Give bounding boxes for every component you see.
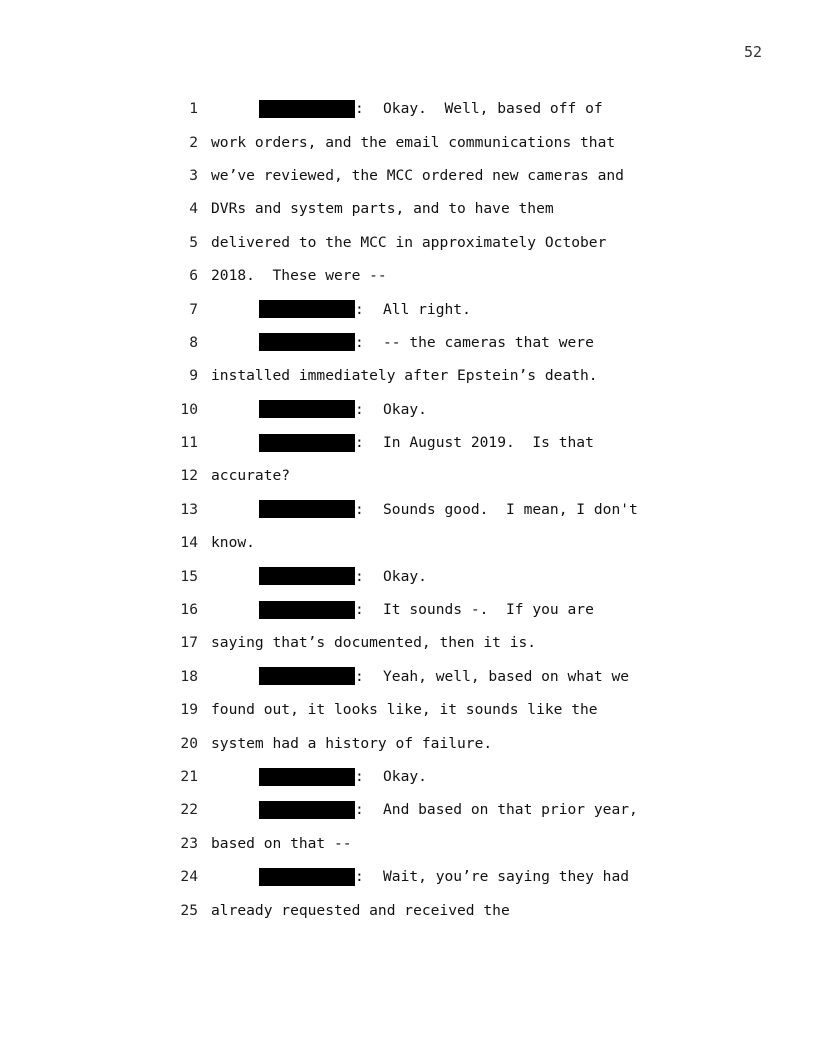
line-number: 12: [180, 467, 198, 485]
line-text: And based on that prior year,: [383, 801, 638, 819]
transcript-line: [150, 226, 710, 259]
line-content: [211, 167, 624, 184]
line-text: installed immediately after Epstein’s death.: [211, 367, 598, 385]
line-number: 20: [180, 734, 198, 752]
transcript-line: [150, 827, 710, 860]
line-content: [259, 801, 638, 819]
speaker-colon: :: [355, 801, 364, 819]
transcript-line: [150, 326, 710, 359]
speaker-colon: :: [355, 333, 364, 351]
line-text: Okay.: [383, 400, 427, 418]
line-text: work orders, and the email communications that: [211, 133, 616, 151]
line-number: 16: [180, 601, 198, 619]
speaker-redaction: [259, 500, 355, 518]
transcript-line: [150, 292, 710, 325]
speaker-redaction: [259, 768, 355, 786]
line-number: 23: [180, 834, 198, 852]
line-text: All right.: [383, 300, 471, 318]
line-text: already requested and received the: [211, 901, 510, 919]
line-text: In August 2019. Is that: [383, 434, 594, 452]
line-content: [259, 868, 629, 886]
transcript-line: [150, 860, 710, 893]
line-number: 17: [180, 634, 198, 652]
line-number: 11: [180, 434, 198, 452]
line-number: 13: [180, 500, 198, 518]
speaker-colon: :: [355, 434, 364, 452]
line-content: [211, 467, 290, 484]
line-content: [259, 400, 427, 418]
line-number: 4: [189, 200, 198, 218]
line-text: based on that --: [211, 834, 352, 852]
line-number: 22: [180, 801, 198, 819]
transcript-line: [150, 526, 710, 559]
transcript-line: [150, 693, 710, 726]
transcript-line: [150, 259, 710, 292]
line-content: [211, 634, 536, 651]
line-content: [211, 902, 510, 919]
line-content: [259, 300, 471, 318]
line-text: Wait, you’re saying they had: [383, 868, 630, 886]
transcript-line: [150, 593, 710, 626]
line-number: 1: [189, 100, 198, 118]
line-number: 25: [180, 901, 198, 919]
transcript-line: [150, 793, 710, 826]
line-text: accurate?: [211, 467, 291, 485]
speaker-colon: :: [355, 400, 364, 418]
line-text: It sounds -. If you are: [383, 601, 594, 619]
line-content: [211, 701, 598, 718]
speaker-redaction: [259, 601, 355, 619]
line-content: [211, 735, 492, 752]
transcript-line: [150, 92, 710, 125]
line-text: found out, it looks like, it sounds like the: [211, 701, 598, 719]
line-number: 24: [180, 868, 198, 886]
speaker-colon: :: [355, 500, 364, 518]
line-content: [259, 601, 594, 619]
line-content: [259, 667, 629, 685]
line-number: 9: [189, 367, 198, 385]
line-text: we’ve reviewed, the MCC ordered new cameras and: [211, 166, 624, 184]
transcript-line: [150, 459, 710, 492]
transcript-line: [150, 626, 710, 659]
speaker-redaction: [259, 300, 355, 318]
transcript-line: [150, 426, 710, 459]
line-content: [259, 567, 427, 585]
line-content: [211, 534, 255, 551]
line-content: [211, 200, 554, 217]
line-number: 3: [189, 166, 198, 184]
line-content: [211, 234, 606, 251]
speaker-colon: :: [355, 768, 364, 785]
line-number: 8: [189, 333, 198, 351]
line-text: Okay. Well, based off of: [383, 100, 603, 118]
speaker-colon: :: [355, 868, 364, 886]
speaker-redaction: [259, 567, 355, 585]
line-text: delivered to the MCC in approximately October: [211, 233, 607, 251]
transcript-line: [150, 760, 710, 793]
speaker-redaction: [259, 400, 355, 418]
transcript-line: [150, 726, 710, 759]
line-text: Okay.: [383, 567, 427, 585]
line-number: 5: [189, 233, 198, 251]
line-number: 18: [180, 667, 198, 685]
line-number: 19: [180, 701, 198, 719]
speaker-colon: :: [355, 667, 364, 685]
line-content: [259, 768, 427, 786]
speaker-colon: :: [355, 100, 364, 118]
transcript-body: [150, 92, 710, 927]
speaker-redaction: [259, 801, 355, 819]
line-text: system had a history of failure.: [211, 734, 493, 752]
line-number: 7: [189, 300, 198, 318]
line-text: Yeah, well, based on what we: [383, 667, 630, 685]
speaker-colon: :: [355, 601, 364, 619]
transcript-line: [150, 359, 710, 392]
line-text: -- the cameras that were: [383, 333, 594, 351]
line-number: 15: [180, 567, 198, 585]
line-number: 2: [189, 133, 198, 151]
line-content: [211, 267, 387, 284]
line-content: [211, 367, 598, 384]
speaker-redaction: [259, 333, 355, 351]
speaker-redaction: [259, 434, 355, 452]
speaker-redaction: [259, 868, 355, 886]
line-content: [259, 434, 594, 452]
line-content: [259, 100, 603, 118]
line-text: 2018. These were --: [211, 267, 387, 285]
line-number: 14: [180, 534, 198, 552]
transcript-line: [150, 159, 710, 192]
transcript-line: [150, 125, 710, 158]
speaker-colon: :: [355, 300, 364, 318]
line-text: saying that’s documented, then it is.: [211, 634, 537, 652]
line-text: Sounds good. I mean, I don't: [383, 500, 638, 518]
line-number: 10: [180, 400, 198, 418]
speaker-redaction: [259, 667, 355, 685]
line-content: [211, 835, 352, 852]
line-text: know.: [211, 534, 255, 552]
line-content: [259, 500, 638, 518]
speaker-colon: :: [355, 567, 364, 585]
line-content: [211, 134, 615, 151]
line-number: 21: [180, 768, 198, 785]
transcript-line: [150, 660, 710, 693]
transcript-line: [150, 559, 710, 592]
line-number: 6: [189, 267, 198, 285]
transcript-line: [150, 192, 710, 225]
transcript-line: [150, 493, 710, 526]
transcript-line: [150, 393, 710, 426]
transcript-line: [150, 893, 710, 926]
speaker-redaction: [259, 100, 355, 118]
line-content: [259, 333, 594, 351]
line-text: Okay.: [383, 768, 427, 785]
page-number: 52: [743, 43, 762, 61]
line-text: DVRs and system parts, and to have them: [211, 200, 554, 218]
